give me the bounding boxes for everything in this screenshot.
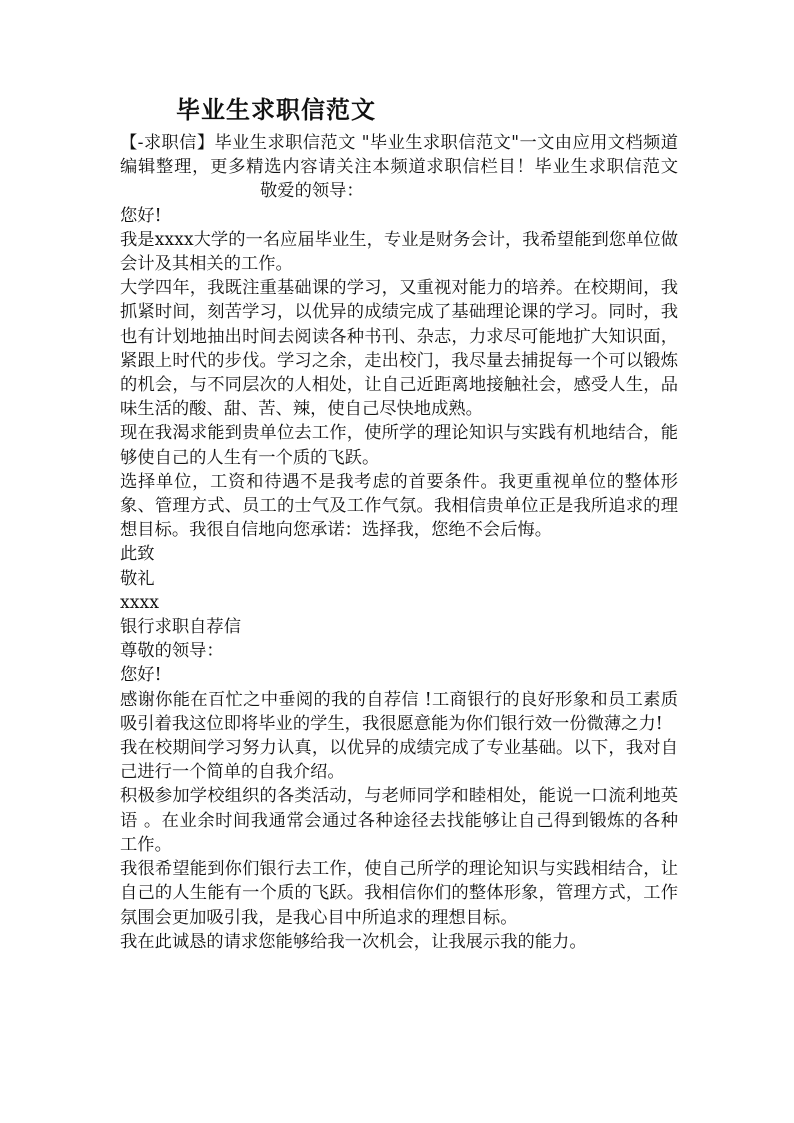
signature-line: xxxx bbox=[120, 592, 159, 613]
university-experience-paragraph: 大学四年，我既注重基础课的学习，又重视对能力的培养。在校期间，我抓紧时间，刻苦学习，以优异的成绩完成了基础理论课的学习。同时，我也有计划地抽出时间去阅读各种书刊、杂志，力求尽可能地扩大知识面，紧跟上时代的步伐。学习之余，走出校门，我尽量去捕捉每一个可以锻炼的机会，与不同层次的人相处，让自己近距离地接触社会，感受人生，品味生活的酸、甜、苦、辣，使自己尽快地成熟。 bbox=[120, 278, 678, 420]
hope-paragraph: 我很希望能到你们银行去工作，使自己所学的理论知识与实践相结合，让自己的人生能有一个质的飞跃。我相信你们的整体形象，管理方式，工作氛围会更加吸引我，是我心目中所追求的理想目标。 bbox=[120, 859, 678, 928]
salute-line: 敬礼 bbox=[120, 568, 155, 589]
closing-line: 此致 bbox=[120, 544, 155, 565]
study-paragraph: 我在校期间学习努力认真，以优异的成绩完成了专业基础。以下，我对自己进行一个简单的自我介绍。 bbox=[120, 738, 678, 783]
job-choice-paragraph: 选择单位，工资和待遇不是我考虑的首要条件。我更重视单位的整体形象、管理方式、员工的士气及工作气氛。我相信贵单位正是我所追求的理想目标。我很自信地向您承诺：选择我，您绝不会后悔。 bbox=[120, 471, 678, 541]
gratitude-paragraph: 感谢你能在百忙之中垂阅的我的自荐信 !工商银行的良好形象和员工素质吸引着我这位即将毕业的学生，我很愿意能为你们银行效一份微薄之力! bbox=[120, 689, 678, 734]
intro-salutation: 敬爱的领导： bbox=[260, 181, 364, 202]
activities-paragraph: 积极参加学校组织的各类活动，与老师同学和睦相处，能说一口流利地英语 。在业余时间我通常会通过各种途径去找能够让自己得到锻炼的各种工作。 bbox=[120, 786, 678, 855]
intro-lead: 【-求职信】毕业生求职信范文 "毕业生求职信范文"一文由应用文档频道编辑整理，更多精选内容请关注本频道求职信栏目！毕业生求职信范文 bbox=[120, 133, 678, 178]
intro-paragraph bbox=[120, 131, 678, 204]
document-title: 毕业生求职信范文 bbox=[176, 95, 376, 124]
self-introduction-paragraph: 我是xxxx大学的一名应届毕业生，专业是财务会计，我希望能到您单位做会计及其相关的工作。 bbox=[120, 229, 678, 275]
greeting: 您好! bbox=[120, 205, 162, 226]
second-letter-greeting: 您好! bbox=[120, 665, 162, 686]
aspiration-paragraph: 现在我渴求能到贵单位去工作，使所学的理论知识与实践有机地结合，能够使自己的人生有一个质的飞跃。 bbox=[120, 423, 678, 468]
second-letter-heading: 银行求职自荐信 bbox=[120, 617, 241, 638]
second-letter-salutation: 尊敬的领导： bbox=[120, 641, 224, 662]
request-paragraph: 我在此诚恳的请求您能够给我一次机会，让我展示我的能力。 bbox=[120, 931, 587, 952]
document-body bbox=[120, 131, 678, 954]
